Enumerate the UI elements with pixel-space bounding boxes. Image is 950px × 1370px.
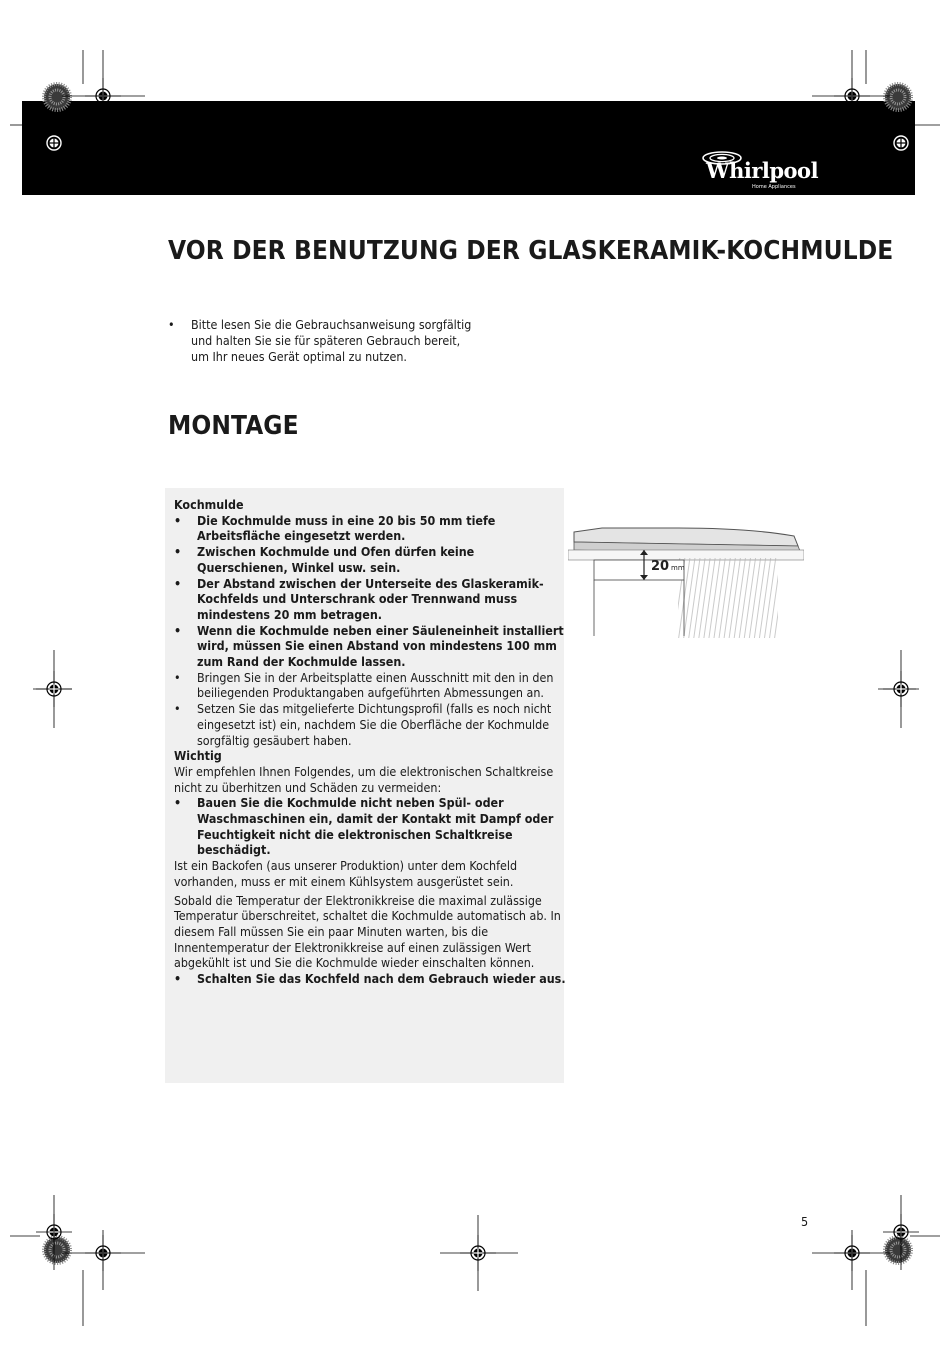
wichtig-heading: Wichtig	[174, 748, 222, 764]
intro-bullet	[168, 317, 488, 365]
wichtig-paragraph: Sobald die Temperatur der Elektronikkreise die maximal zulässige Temperatur überschreitet, schaltet die Kochmulde automatisch ab. In diesem Fall müssen Sie ein paar Minuten warten, bis die Innentemperatur der Elektronikkreise auf einen zulässigen Wert abgekühlt ist und Sie die Kochmulde wieder einschalten können.	[174, 892, 561, 971]
wichtig-intro: Wir empfehlen Ihnen Folgendes, um die elektronischen Schaltkreise nicht zu überhitzen und Schäden zu vermeiden:	[174, 763, 554, 795]
whirlpool-logo	[696, 150, 820, 194]
registration-cross-icon	[834, 1235, 870, 1271]
wichtig-list	[174, 795, 566, 858]
list-item: • Bringen Sie in der Arbeitsplatte einen Ausschnitt mit den in den beiliegenden Produktangaben aufgeführten Abmessungen an.	[174, 670, 566, 701]
intro-line: um Ihr neues Gerät optimal zu nutzen.	[191, 349, 407, 364]
registration-star-icon	[885, 1237, 911, 1263]
list-item: • Zwischen Kochmulde und Ofen dürfen keine Querschienen, Winkel usw. sein.	[174, 544, 566, 575]
final-list	[174, 971, 566, 987]
wichtig-paragraph: Ist ein Backofen (aus unserer Produktion) unter dem Kochfeld vorhanden, muss er mit einem Kühlsystem ausgerüstet sein.	[174, 858, 518, 889]
registration-cross-icon	[36, 671, 72, 707]
instructions-panel	[165, 488, 564, 1083]
page-title: VOR DER BENUTZUNG DER GLASKERAMIK-KOCHMULDE	[168, 236, 894, 266]
registration-cross-icon	[85, 1235, 121, 1271]
section-title: MONTAGE	[168, 411, 299, 441]
logo-wordmark: Whirlpool	[706, 158, 819, 183]
instructions-content	[174, 497, 566, 987]
dimension-unit: mm	[671, 564, 685, 572]
dimension-value: 20	[651, 559, 670, 574]
kochmulde-heading: Kochmulde	[174, 497, 244, 512]
page-number: 5	[801, 1214, 809, 1229]
registration-cross-icon	[36, 1214, 72, 1250]
intro-line: und halten Sie sie für späteren Gebrauch bereit,	[191, 333, 461, 348]
cabinet-hatching	[678, 558, 778, 638]
installation-diagram	[568, 520, 804, 640]
list-item: • Die Kochmulde muss in eine 20 bis 50 mm tiefe Arbeitsfläche eingesetzt werden.	[174, 513, 566, 544]
list-item: • Bauen Sie die Kochmulde nicht neben Spül- oder Waschmaschinen ein, damit der Kontakt mit Dampf oder Feuchtigkeit nicht die elektronischen Schaltkreise beschädigt.	[174, 795, 566, 858]
registration-cross-icon	[460, 1235, 496, 1271]
logo-tagline: Home Appliances	[752, 184, 796, 190]
list-item: • Wenn die Kochmulde neben einer Säuleneinheit installiert wird, müssen Sie einen Abstand von mindestens 100 mm zum Rand der Kochmulde lassen.	[174, 623, 566, 670]
kochmulde-list	[174, 513, 566, 749]
registration-star-icon	[44, 1237, 70, 1263]
intro-text	[191, 317, 488, 365]
intro-bullet-dot: •	[168, 317, 175, 332]
list-item: • Setzen Sie das mitgelieferte Dichtungsprofil (falls es noch nicht eingesetzt ist) ein, nachdem Sie die Oberfläche der Kochmulde sorgfältig gesäubert haben.	[174, 701, 566, 748]
list-item: • Der Abstand zwischen der Unterseite des Glaskeramik-Kochfelds und Unterschrank oder Trennwand muss mindestens 20 mm betragen.	[174, 576, 566, 623]
list-item: • Schalten Sie das Kochfeld nach dem Gebrauch wieder aus.	[174, 971, 566, 987]
registration-cross-icon	[883, 1214, 919, 1250]
intro-line: Bitte lesen Sie die Gebrauchsanweisung sorgfältig	[191, 317, 472, 332]
registration-cross-icon	[883, 671, 919, 707]
